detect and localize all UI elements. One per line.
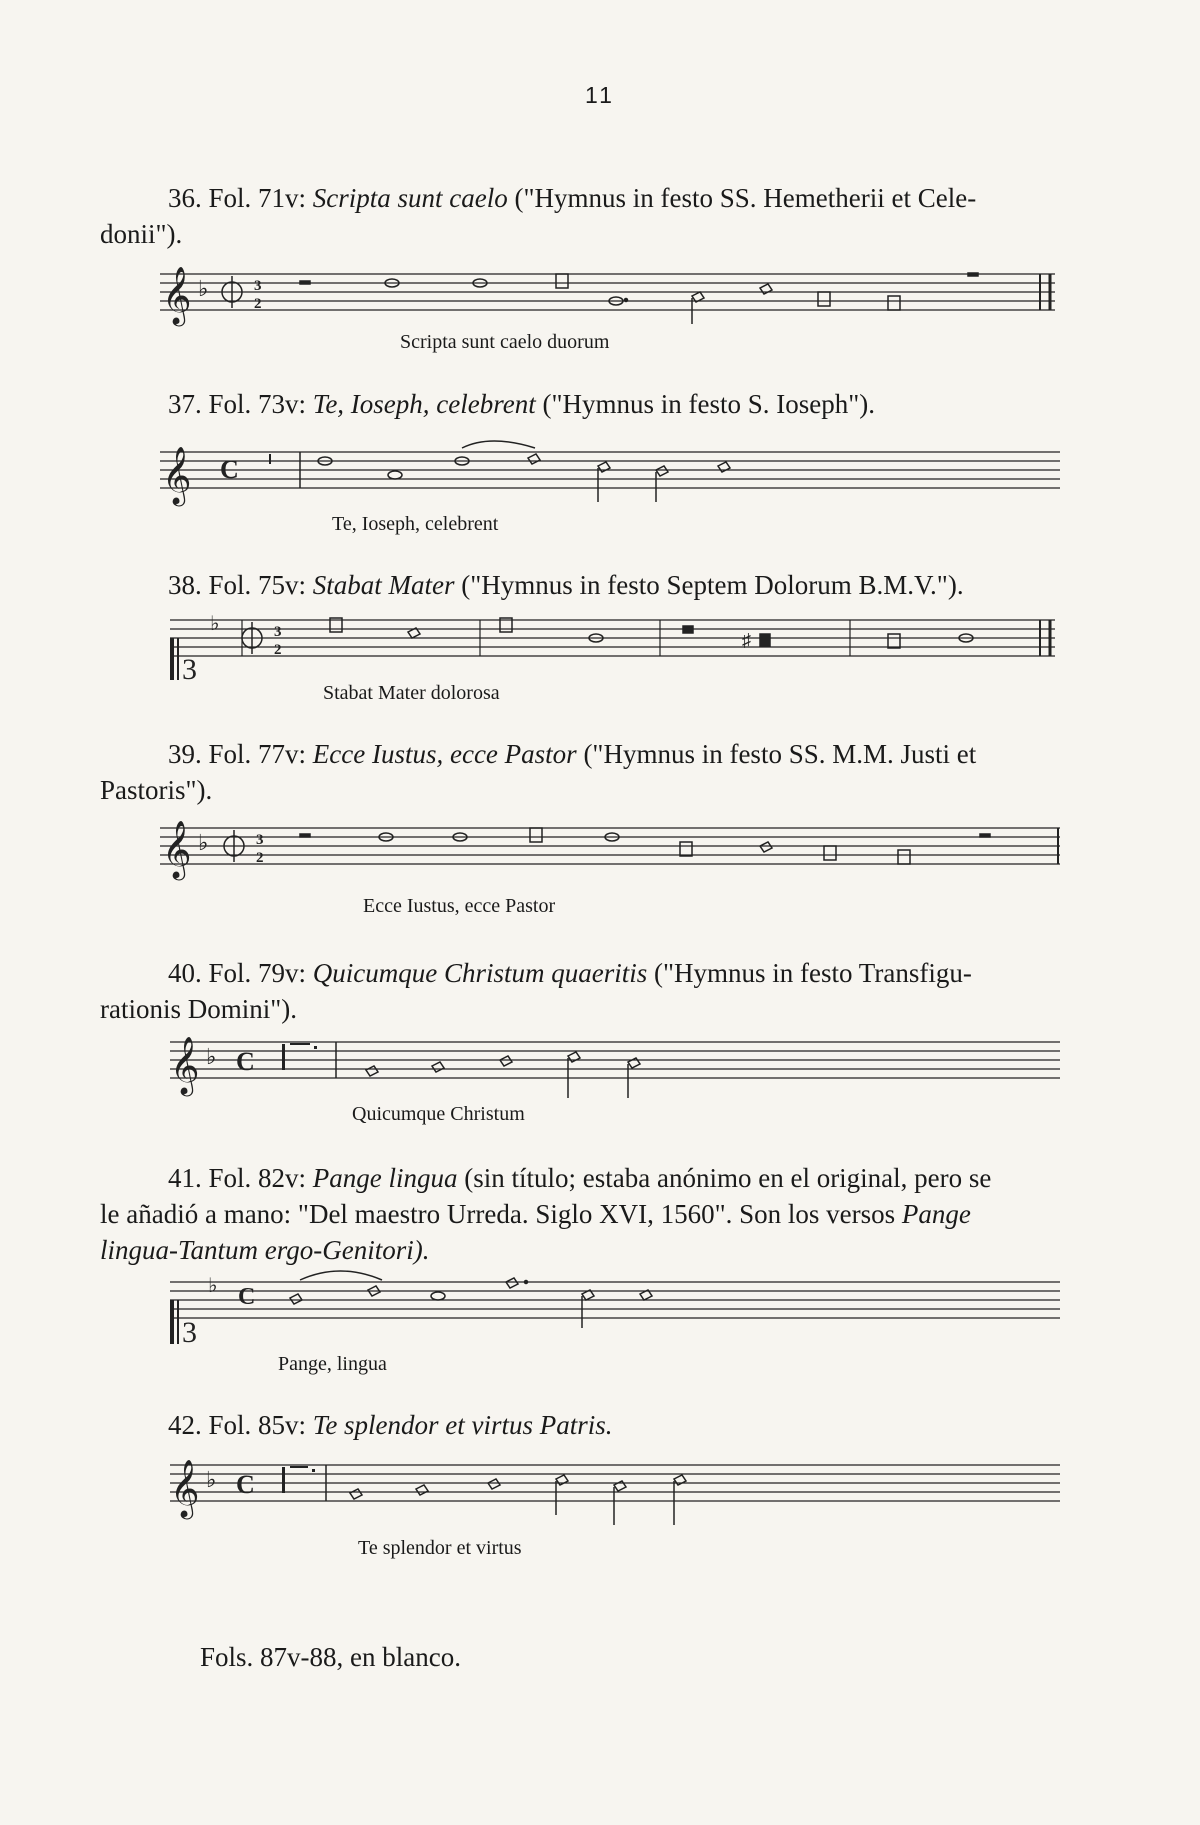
- svg-text:3: 3: [274, 624, 282, 640]
- c-clef-icon: [170, 1300, 179, 1344]
- mensuration-icon: C: [220, 455, 239, 484]
- music-staff-38: [170, 612, 1060, 686]
- svg-text:3: 3: [182, 653, 197, 686]
- svg-text:3: 3: [182, 1316, 197, 1349]
- mensuration-icon: C: [238, 1284, 256, 1310]
- entry-folio: Fol. 79v:: [208, 958, 307, 988]
- treble-clef-icon: 𝄞: [170, 1037, 200, 1093]
- page-number: 11: [585, 82, 615, 108]
- entry-number: 42.: [168, 1410, 202, 1440]
- entry-number: 38.: [168, 570, 202, 600]
- music-staff-37: [160, 440, 1060, 508]
- entry-note: (sin título; estaba anónimo en el original, pero se: [464, 1163, 992, 1193]
- entry-42-heading: [100, 1407, 1110, 1443]
- entry-title: Ecce Iustus, ecce Pastor: [312, 739, 577, 769]
- entry-title: Te splendor et virtus Patris.: [312, 1410, 613, 1440]
- svg-text:♯: ♯: [742, 630, 751, 650]
- entry-36-heading: [100, 180, 1110, 252]
- music-staff-36: [160, 268, 1060, 326]
- music-staff-42: [170, 1455, 1060, 1527]
- flat-icon: ♭: [198, 830, 209, 855]
- svg-text:3: 3: [256, 832, 264, 848]
- c-clef-icon: [170, 638, 179, 680]
- entry-note: ("Hymnus in festo SS. Hemetherii et Cele-: [514, 183, 977, 213]
- entry-38-heading: [100, 567, 1110, 603]
- entry-note: ("Hymnus in festo SS. M.M. Justi et: [583, 739, 977, 769]
- svg-text:2: 2: [274, 642, 282, 658]
- entry-number: 39.: [168, 739, 202, 769]
- entry-folio: Fol. 73v:: [208, 389, 307, 419]
- entry-verses: lingua-Tantum ergo-Genitori).: [100, 1235, 430, 1265]
- entry-title: Quicumque Christum quaeritis: [312, 958, 648, 988]
- entry-number: 41.: [168, 1163, 202, 1193]
- music-staff-39: [160, 820, 1060, 880]
- entry-note-continued: Pastoris").: [100, 775, 213, 805]
- entry-title: Stabat Mater: [312, 570, 455, 600]
- entry-note-continued: le añadió a mano: "Del maestro Urreda. Siglo XVI, 1560". Son los versos: [100, 1199, 896, 1229]
- incipit-41: Pange, lingua: [278, 1353, 387, 1375]
- incipit-37: Te, Ioseph, celebrent: [332, 513, 499, 535]
- entry-folio: Fol. 77v:: [208, 739, 307, 769]
- entry-number: 36.: [168, 183, 202, 213]
- entry-37-heading: [100, 386, 1110, 422]
- closing-note: Fols. 87v-88, en blanco.: [200, 1642, 461, 1672]
- entry-40-heading: [100, 955, 1110, 1027]
- treble-clef-icon: 𝄞: [162, 267, 192, 323]
- entry-folio: Fol. 71v:: [208, 183, 307, 213]
- mensuration-icon: C: [236, 1470, 255, 1499]
- incipit-38: Stabat Mater dolorosa: [323, 682, 500, 704]
- entry-note: ("Hymnus in festo S. Ioseph").: [542, 389, 876, 419]
- treble-clef-icon: 𝄞: [162, 447, 192, 503]
- treble-clef-icon: 𝄞: [162, 821, 192, 877]
- flat-icon: ♭: [206, 1044, 217, 1069]
- svg-text:2: 2: [256, 850, 264, 866]
- entry-note-continued: rationis Domini").: [100, 994, 298, 1024]
- entry-title: Te, Ioseph, celebrent: [312, 389, 536, 419]
- entry-note: ("Hymnus in festo Transfigu-: [654, 958, 972, 988]
- music-staff-41: [170, 1270, 1060, 1350]
- flat-icon: ♭: [206, 1467, 217, 1492]
- entry-number: 37.: [168, 389, 202, 419]
- entry-41-heading: [100, 1160, 1110, 1268]
- incipit-42: Te splendor et virtus: [358, 1537, 522, 1559]
- incipit-36: Scripta sunt caelo duorum: [400, 331, 610, 353]
- music-staff-40: [170, 1032, 1060, 1104]
- flat-icon: ♭: [208, 1275, 218, 1297]
- mensuration-icon: C: [236, 1047, 255, 1076]
- entry-folio: Fol. 82v:: [208, 1163, 307, 1193]
- svg-text:2: 2: [254, 296, 262, 312]
- entry-number: 40.: [168, 958, 202, 988]
- flat-icon: ♭: [198, 276, 209, 301]
- entry-note-continued: donii").: [100, 219, 183, 249]
- entry-folio: Fol. 75v:: [208, 570, 307, 600]
- svg-text:3: 3: [254, 278, 262, 294]
- incipit-39: Ecce Iustus, ecce Pastor: [363, 895, 556, 917]
- entry-39-heading: [100, 736, 1110, 808]
- entry-folio: Fol. 85v:: [208, 1410, 307, 1440]
- treble-clef-icon: 𝄞: [170, 1460, 200, 1516]
- incipit-40: Quicumque Christum: [352, 1103, 525, 1125]
- entry-title: Pange lingua: [312, 1163, 458, 1193]
- entry-note: ("Hymnus in festo Septem Dolorum B.M.V.").: [461, 570, 964, 600]
- entry-verse-title: Pange: [901, 1199, 971, 1229]
- entry-title: Scripta sunt caelo: [312, 183, 508, 213]
- flat-icon: ♭: [210, 613, 220, 635]
